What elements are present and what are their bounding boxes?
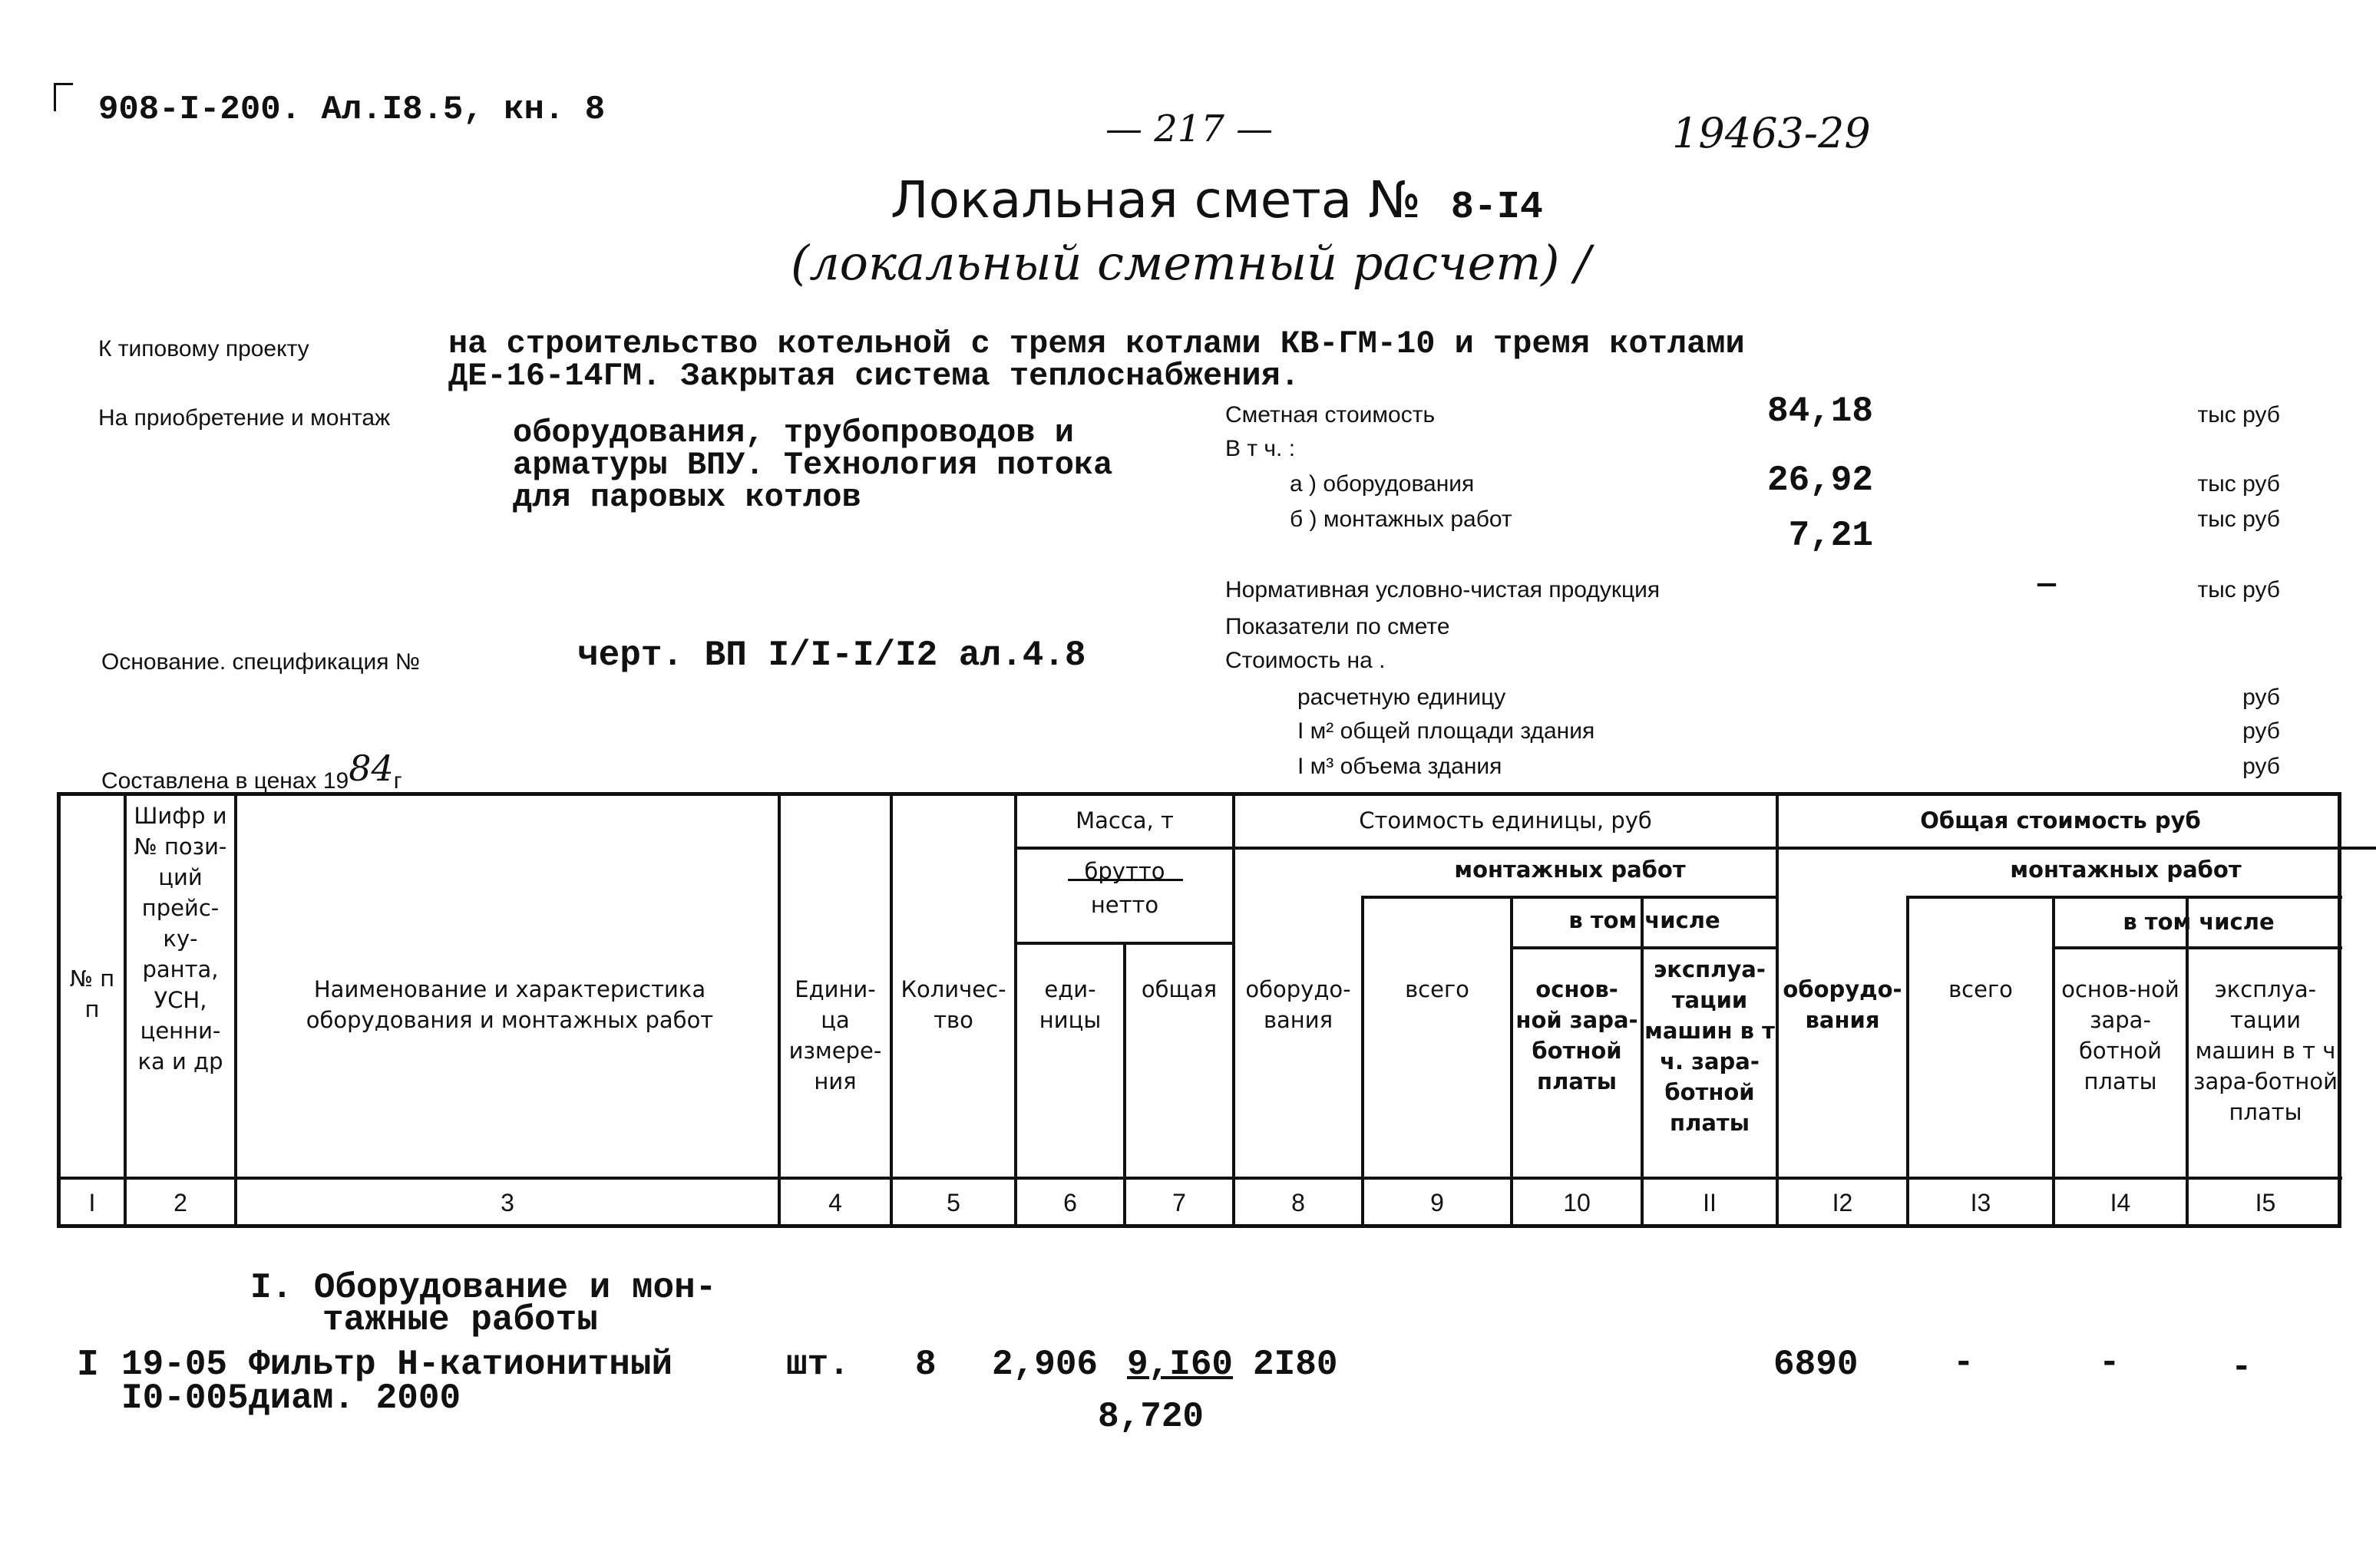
per-area-unit: руб	[2242, 718, 2280, 744]
mounting-cost-label: б ) монтажных работ	[1290, 507, 1512, 532]
doc-reference: 908-I-200. Ал.I8.5, кн. 8	[98, 91, 606, 129]
project-value-line1: на строительство котельной с тремя котлами КВ-ГМ-10 и тремя котлами	[448, 325, 1745, 362]
col-number: I4	[2110, 1189, 2131, 1216]
col-header-11: эксплуа-тации машин в т ч. зара-ботной платы	[1644, 956, 1775, 1136]
composed-text: Составлена в ценах 19	[101, 768, 349, 794]
row-mass-total-netto: 8,720	[1098, 1397, 1205, 1437]
equipment-cost-label: а ) оборудования	[1290, 471, 1475, 497]
col-header-8: оборудо-вания	[1245, 976, 1351, 1033]
page-number: — 217 —	[1105, 107, 1274, 150]
cost-of-label: Стоимость на .	[1225, 648, 1386, 673]
col-header-12: оборудо-вания	[1783, 976, 1902, 1033]
mount-works-header: монтажных работ	[1454, 857, 1686, 883]
section-title-line1: I. Оборудование и мон-	[250, 1268, 717, 1308]
row-code-2: I0-005	[121, 1378, 249, 1418]
row-number: I	[77, 1345, 99, 1386]
col-header-5: Количес-тво	[901, 976, 1006, 1033]
col-header-2: Шифр и № пози-ций прейс-ку-ранта, УСН, ценни-ка и др	[134, 803, 227, 1074]
total-cost-value: 84,18	[1766, 391, 1873, 431]
col-header-14: основ-ной зара-ботной платы	[2061, 976, 2179, 1094]
normative-label: Нормативная условно-чистая продукция	[1225, 577, 1661, 602]
composed-year: 84	[349, 748, 394, 789]
col-number: 6	[1063, 1189, 1077, 1216]
col-number: 4	[828, 1189, 842, 1216]
total-cost-unit: тыс руб	[2197, 402, 2280, 427]
col-number: I	[88, 1189, 96, 1216]
project-value-line2: ДЕ-16-14ГМ. Закрытая система теплоснабжения.	[448, 358, 1300, 394]
normative-value: —	[2037, 568, 2057, 602]
row-dash-3: -	[2231, 1348, 2252, 1388]
col-header-15: эксплуа-тации машин в т ч зара-ботной платы	[2193, 976, 2338, 1125]
purchase-value-line2: арматуры ВПУ. Технология потока	[513, 447, 1113, 484]
row-code-1: 19-05	[121, 1345, 228, 1385]
per-volume-label: I м³ объема здания	[1297, 754, 1502, 779]
per-area-label: I м² общей площади здания	[1297, 718, 1595, 744]
mass-header: Масса, т	[1076, 807, 1174, 834]
basis-value: черт. ВП I/I-I/I2 ал.4.8	[577, 635, 1086, 675]
col-number: I2	[1832, 1189, 1853, 1216]
page-title	[891, 170, 1543, 229]
col-number: II	[1703, 1189, 1717, 1216]
row-cost-equipment: 2I80	[1253, 1345, 1338, 1385]
incl-header-2: в том числе	[2123, 909, 2275, 935]
col-number: 5	[947, 1189, 960, 1216]
mount-works-header-2: монтажных работ	[2010, 857, 2242, 883]
col-number: 2	[173, 1189, 187, 1216]
purchase-value-line1: оборудования, трубопроводов и	[513, 414, 1074, 451]
incl-header: в том числе	[1568, 907, 1720, 933]
page-subtitle: (локальный сметный расчет) /	[791, 235, 1591, 291]
col-header-13: всего	[1948, 976, 2013, 1002]
row-name-1: Фильтр Н-катионитный	[249, 1345, 673, 1385]
title-text: Локальная смета №	[891, 170, 1421, 229]
col-number: 3	[501, 1189, 514, 1216]
col-number: 7	[1172, 1189, 1186, 1216]
brutto-header: брутто	[1084, 858, 1165, 884]
project-label: К типовому проекту	[98, 336, 309, 361]
row-total-equipment: 6890	[1773, 1345, 1859, 1385]
total-cost-label: Сметная стоимость	[1225, 402, 1436, 427]
equipment-cost-unit: тыс руб	[2197, 471, 2280, 497]
row-name-2: диам. 2000	[249, 1378, 461, 1418]
row-dash-2: -	[2099, 1343, 2120, 1383]
section-title-line2: тажные работы	[322, 1300, 598, 1340]
equipment-cost-value: 26,92	[1766, 460, 1873, 500]
mounting-cost-unit: тыс руб	[2197, 507, 2280, 532]
col-header-10: основ-ной зара-ботной платы	[1515, 976, 1638, 1094]
col-number: 10	[1563, 1189, 1591, 1216]
per-volume-unit: руб	[2242, 754, 2280, 779]
composed-suffix: г	[393, 768, 402, 794]
composed-label	[101, 748, 402, 797]
including-label: В т ч. :	[1225, 436, 1296, 461]
purchase-label: На приобретение и монтаж	[98, 405, 391, 431]
unit-cost-header: Стоимость единицы, руб	[1359, 807, 1652, 834]
purchase-value-line3: для паровых котлов	[513, 479, 861, 516]
row-qty: 8	[915, 1345, 937, 1385]
col-header-3: Наименование и характеристика оборудования и монтажных работ	[306, 976, 714, 1033]
normative-unit: тыс руб	[2197, 577, 2280, 602]
indicators-label: Показатели по смете	[1225, 614, 1450, 639]
total-cost-header: Общая стоимость руб	[1920, 807, 2201, 834]
row-mass-unit: 2,906	[992, 1345, 1099, 1385]
handwritten-number: 19463-29	[1672, 109, 1871, 157]
col-header-9: всего	[1405, 976, 1469, 1002]
per-unit-label: расчетную единицу	[1297, 685, 1506, 710]
corner-mark	[54, 83, 73, 111]
row-dash-1: -	[1953, 1343, 1974, 1383]
col-number: I5	[2255, 1189, 2276, 1216]
col-number: 9	[1430, 1189, 1444, 1216]
basis-label: Основание. спецификация №	[101, 649, 421, 675]
col-header-6: еди-ницы	[1039, 976, 1102, 1033]
mounting-cost-value: 7,21	[1788, 516, 1873, 556]
estimate-table-header	[57, 792, 2341, 1228]
netto-header: нетто	[1090, 892, 1159, 918]
row-unit: шт.	[786, 1345, 850, 1385]
col-number: I3	[1970, 1189, 1991, 1216]
col-header-1: № п п	[69, 966, 115, 1022]
col-header-7: общая	[1141, 976, 1218, 1002]
col-number: 8	[1291, 1189, 1305, 1216]
estimate-number: 8-I4	[1450, 186, 1543, 229]
row-mass-total-brutto: 9,I60	[1127, 1345, 1234, 1385]
per-unit-unit: руб	[2242, 685, 2280, 710]
col-header-4: Едини-ца измере-ния	[788, 976, 882, 1094]
